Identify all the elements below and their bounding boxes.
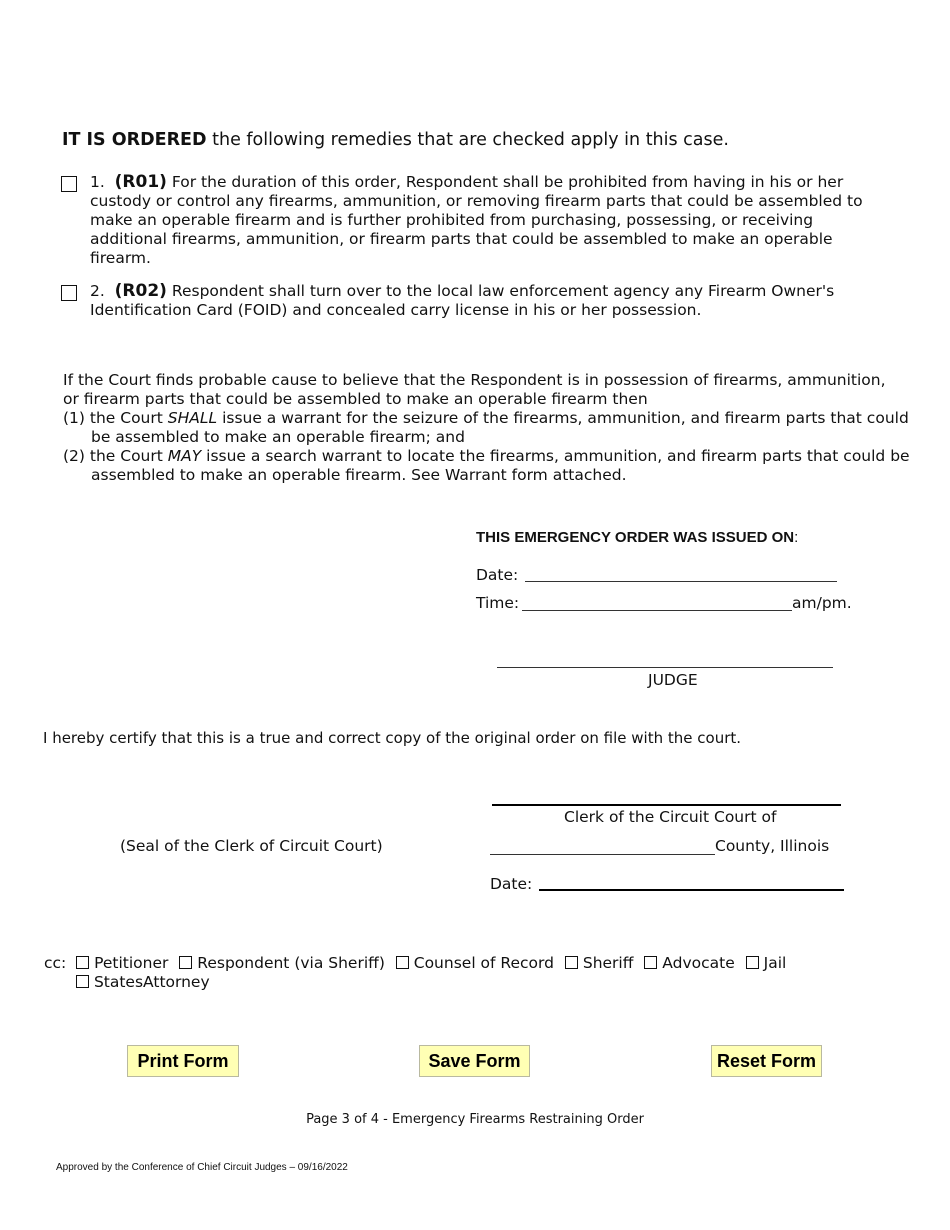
judge-signature-line[interactable]: [497, 667, 833, 668]
judge-label: JUDGE: [648, 671, 698, 689]
reset-form-button[interactable]: Reset Form: [711, 1045, 822, 1077]
probable-cause-item-2-prefix: (2) the Court: [63, 447, 168, 465]
certify-text: I hereby certify that this is a true and correct copy of the original order on file with the court.: [43, 729, 742, 747]
cc-sheriff-checkbox[interactable]: [565, 956, 578, 969]
probable-cause-item-2-emph: MAY: [167, 447, 202, 465]
approved-label: Approved by the Conference of Chief Circuit Judges – 09/16/2022: [56, 1162, 348, 1173]
cc-states-attorney-checkbox[interactable]: [76, 975, 89, 988]
cc-states-attorney[interactable]: [76, 973, 210, 991]
probable-cause-intro: If the Court finds probable cause to believe that the Respondent is in possession of firearms, ammunition, or firearm parts that could be assembled to make an operable firearm then: [63, 371, 886, 408]
cc-sheriff[interactable]: [565, 954, 634, 972]
county-field[interactable]: [490, 854, 715, 855]
cc-respondent-label: Respondent (via Sheriff): [197, 954, 385, 972]
issued-time-suffix: am/pm.: [792, 594, 852, 612]
issued-date-field[interactable]: [525, 581, 837, 582]
remedy-r02-text: Respondent shall turn over to the local law enforcement agency any Firearm Owner's Identification Card (FOID) and concealed carry license in his or her possession.: [90, 282, 835, 319]
probable-cause-item-2: [63, 447, 931, 485]
issued-date-label: Date:: [476, 566, 519, 584]
page-label: Page 3 of 4 - Emergency Firearms Restraining Order: [306, 1112, 644, 1127]
cc-petitioner[interactable]: [76, 954, 168, 972]
cc-petitioner-label: Petitioner: [94, 954, 169, 972]
remedy-r01-checkbox[interactable]: [61, 176, 77, 192]
cc-counsel-checkbox[interactable]: [396, 956, 409, 969]
cc-petitioner-checkbox[interactable]: [76, 956, 89, 969]
cc-counsel[interactable]: [396, 954, 554, 972]
remedy-r01: [90, 173, 890, 268]
issued-title-colon: :: [794, 529, 799, 546]
cc-states-attorney-label: StatesAttorney: [93, 973, 210, 991]
probable-cause-item-2-rest: issue a search warrant to locate the firearms, ammunition, and firearm parts that could be assembled to make an operable firearm. See Warrant form attached.: [91, 447, 910, 484]
clerk-label: Clerk of the Circuit Court of: [564, 808, 777, 826]
cc-label: cc:: [44, 954, 67, 972]
cc-counsel-label: Counsel of Record: [413, 954, 554, 972]
cc-respondent-checkbox[interactable]: [179, 956, 192, 969]
probable-cause-item-1: [63, 409, 931, 447]
seal-label: (Seal of the Clerk of Circuit Court): [120, 837, 383, 855]
probable-cause-item-1-rest: issue a warrant for the seizure of the firearms, ammunition, and firearm parts that could be assembled to make an operable firearm; and: [91, 409, 909, 446]
cc-row-2: [76, 973, 216, 992]
cc-respondent[interactable]: [179, 954, 385, 972]
issued-title-text: THIS EMERGENCY ORDER WAS ISSUED ON: [476, 529, 795, 546]
probable-cause-item-1-emph: SHALL: [167, 409, 218, 427]
order-heading: [62, 129, 729, 151]
order-heading-bold: IT IS ORDERED: [62, 130, 207, 150]
issued-time-field[interactable]: [522, 610, 792, 611]
probable-cause-item-1-prefix: (1) the Court: [63, 409, 168, 427]
remedy-r02: [90, 282, 890, 320]
remedy-r02-checkbox[interactable]: [61, 285, 77, 301]
clerk-date-label: Date:: [490, 875, 533, 893]
remedy-r01-code: (R01): [114, 172, 167, 192]
issued-title: [476, 528, 798, 547]
cc-jail-checkbox[interactable]: [746, 956, 759, 969]
issued-time-label: Time:: [476, 594, 520, 612]
order-heading-rest: the following remedies that are checked apply in this case.: [206, 130, 729, 150]
remedy-r01-text: For the duration of this order, Respondent shall be prohibited from having in his or her custody or control any firearms, ammunition, or removing firearm parts that could be assembled to make an operable firearm and is further prohibited from purchasing, possessing, or receiving additional firearms, ammunition, or firearm parts that could be assembled to make an operable firearm.: [90, 173, 863, 267]
clerk-date-field[interactable]: [539, 889, 844, 891]
cc-advocate-label: Advocate: [662, 954, 735, 972]
cc-row: [44, 954, 792, 973]
cc-sheriff-label: Sheriff: [582, 954, 634, 972]
save-form-button[interactable]: Save Form: [419, 1045, 530, 1077]
county-label: County, Illinois: [715, 837, 830, 855]
remedy-r01-number: 1.: [90, 173, 105, 191]
cc-advocate-checkbox[interactable]: [644, 956, 657, 969]
remedy-r02-code: (R02): [114, 281, 167, 301]
print-form-button[interactable]: Print Form: [127, 1045, 239, 1077]
clerk-signature-line[interactable]: [492, 804, 841, 806]
remedy-r02-number: 2.: [90, 282, 105, 300]
cc-jail[interactable]: [746, 954, 787, 972]
cc-jail-label: Jail: [763, 954, 787, 972]
cc-advocate[interactable]: [644, 954, 734, 972]
